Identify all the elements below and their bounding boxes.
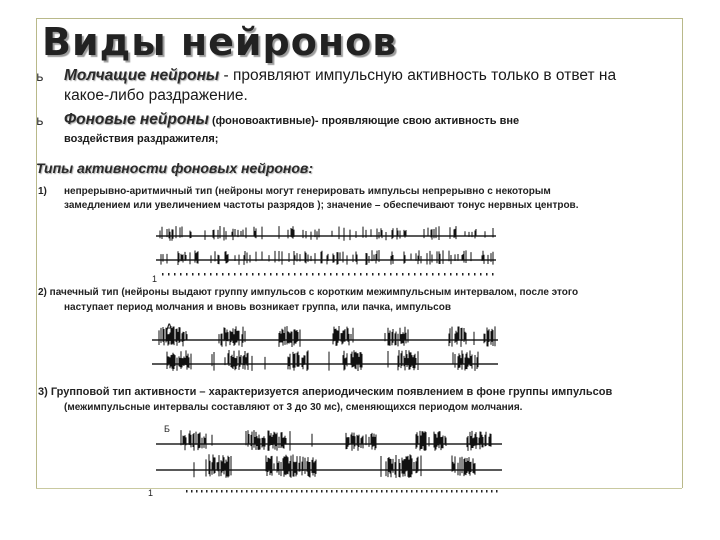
time-mark (288, 273, 290, 276)
time-mark (438, 273, 440, 276)
type-3-figure-label: Б (164, 424, 170, 434)
slide-title: Виды нейронов (42, 20, 398, 64)
time-mark (366, 273, 368, 276)
time-mark (396, 490, 398, 493)
time-mark (432, 273, 434, 276)
time-mark (174, 273, 176, 276)
time-mark (341, 490, 343, 493)
time-mark (426, 490, 428, 493)
time-mark (196, 490, 198, 493)
type-2-line-2: наступает период молчания и вновь возникает группа, или пачка, импульсов (64, 302, 451, 313)
time-mark (416, 490, 418, 493)
time-mark (222, 273, 224, 276)
type-3-number: 3) (38, 386, 48, 398)
time-mark (386, 490, 388, 493)
time-mark (300, 273, 302, 276)
time-mark (301, 490, 303, 493)
bullet-marker: ь (36, 114, 44, 129)
time-mark (436, 490, 438, 493)
time-mark (331, 490, 333, 493)
time-mark (306, 490, 308, 493)
time-mark (276, 490, 278, 493)
time-mark (402, 273, 404, 276)
time-mark (376, 490, 378, 493)
type-1-number: 1) (38, 186, 47, 197)
time-mark (446, 490, 448, 493)
time-mark (276, 273, 278, 276)
time-mark (421, 490, 423, 493)
time-mark (461, 490, 463, 493)
time-mark (408, 273, 410, 276)
time-mark (180, 273, 182, 276)
time-mark (354, 273, 356, 276)
bullet-1-text: - проявляют импульсную активность только в ответ на (219, 67, 617, 84)
time-mark (336, 273, 338, 276)
time-mark (481, 490, 483, 493)
continuous-arrhythmic-activity-trace (150, 212, 500, 284)
type-1-line-1: непрерывно-аритмичный тип (нейроны могут генерировать импульсы непрерывно с некоторым (64, 186, 551, 197)
time-mark (246, 273, 248, 276)
time-mark (210, 273, 212, 276)
time-mark (491, 490, 493, 493)
time-mark (211, 490, 213, 493)
type-3-scale-label: 1 (148, 488, 154, 498)
time-mark (264, 273, 266, 276)
time-mark (228, 273, 230, 276)
time-mark (496, 490, 498, 493)
time-mark (216, 490, 218, 493)
time-mark (206, 490, 208, 493)
time-mark (420, 273, 422, 276)
time-mark (466, 490, 468, 493)
time-mark (162, 273, 164, 276)
bullet-marker: ь (36, 70, 44, 85)
bullet-1-line-1 (64, 67, 616, 85)
time-mark (311, 490, 313, 493)
type-1-line-2: замедлением или увеличением частоты разрядов ); значение – обеспечивают тонус нервных центров. (64, 200, 579, 211)
time-mark (226, 490, 228, 493)
time-mark (261, 490, 263, 493)
time-mark (476, 490, 478, 493)
frame-left-line (36, 18, 37, 488)
time-mark (252, 273, 254, 276)
time-mark (270, 273, 272, 276)
type-2-figure-label: А (166, 322, 173, 332)
time-mark (371, 490, 373, 493)
time-mark (431, 490, 433, 493)
bullet-1-line-2: какое-либо раздражение. (64, 87, 248, 104)
time-mark (240, 273, 242, 276)
time-mark (286, 490, 288, 493)
time-mark (480, 273, 482, 276)
frame-top-line (36, 18, 682, 19)
time-mark (356, 490, 358, 493)
time-mark (391, 490, 393, 493)
time-mark (256, 490, 258, 493)
term-background-neurons: Фоновые нейроны (64, 111, 209, 128)
type-3-line-1 (38, 386, 612, 398)
time-mark (216, 273, 218, 276)
time-mark (266, 490, 268, 493)
burst-activity-trace (148, 318, 503, 378)
time-mark (451, 490, 453, 493)
time-mark (486, 273, 488, 276)
time-mark (326, 490, 328, 493)
time-mark (396, 273, 398, 276)
type-1-scale-label: 1 (152, 274, 158, 284)
time-mark (390, 273, 392, 276)
time-mark (351, 490, 353, 493)
time-mark (296, 490, 298, 493)
time-mark (456, 490, 458, 493)
time-mark (198, 273, 200, 276)
time-mark (201, 490, 203, 493)
type-3-text: Групповой тип активности – характеризуется апериодическим появлением в фоне группы импульсов (47, 386, 613, 398)
time-mark (444, 273, 446, 276)
time-mark (360, 273, 362, 276)
time-mark (462, 273, 464, 276)
time-mark (456, 273, 458, 276)
time-mark (234, 273, 236, 276)
types-heading: Типы активности фоновых нейронов: (36, 160, 314, 176)
bullet-2-line-1 (64, 111, 519, 129)
term-silent-neurons: Молчащие нейроны (64, 67, 220, 84)
type-2-line-1: 2) пачечный тип (нейроны выдают группу импульсов с коротким межимпульсным интервалом, после этого (38, 287, 579, 298)
time-mark (330, 273, 332, 276)
time-mark (294, 273, 296, 276)
time-mark (414, 273, 416, 276)
time-mark (318, 273, 320, 276)
bullet-2-line-2: воздействия раздражителя; (64, 133, 219, 145)
time-mark (168, 273, 170, 276)
time-mark (336, 490, 338, 493)
time-mark (348, 273, 350, 276)
time-mark (271, 490, 273, 493)
time-mark (258, 273, 260, 276)
time-mark (361, 490, 363, 493)
time-mark (471, 490, 473, 493)
time-mark (346, 490, 348, 493)
time-mark (191, 490, 193, 493)
time-mark (231, 490, 233, 493)
time-mark (204, 273, 206, 276)
time-mark (291, 490, 293, 493)
time-mark (366, 490, 368, 493)
time-mark (192, 273, 194, 276)
time-mark (384, 273, 386, 276)
time-mark (282, 273, 284, 276)
time-mark (426, 273, 428, 276)
time-mark (401, 490, 403, 493)
time-mark (381, 490, 383, 493)
time-mark (186, 273, 188, 276)
time-mark (450, 273, 452, 276)
time-mark (221, 490, 223, 493)
time-mark (342, 273, 344, 276)
time-mark (474, 273, 476, 276)
time-mark (241, 490, 243, 493)
time-mark (281, 490, 283, 493)
time-mark (251, 490, 253, 493)
time-mark (236, 490, 238, 493)
time-mark (321, 490, 323, 493)
time-mark (246, 490, 248, 493)
time-mark (324, 273, 326, 276)
time-mark (316, 490, 318, 493)
time-mark (411, 490, 413, 493)
time-mark (492, 273, 494, 276)
time-mark (378, 273, 380, 276)
time-mark (186, 490, 188, 493)
frame-right-line (682, 18, 683, 488)
time-mark (406, 490, 408, 493)
time-mark (306, 273, 308, 276)
time-mark (486, 490, 488, 493)
time-mark (372, 273, 374, 276)
group-activity-trace (146, 418, 506, 500)
type-3-line-2: (межимпульсные интервалы составляют от 3 до 30 мс), сменяющихся периодом молчания. (64, 402, 523, 413)
time-mark (468, 273, 470, 276)
time-mark (441, 490, 443, 493)
bullet-2-text: (фоновоактивные)- проявляющие свою активность вне (208, 115, 520, 127)
time-mark (312, 273, 314, 276)
